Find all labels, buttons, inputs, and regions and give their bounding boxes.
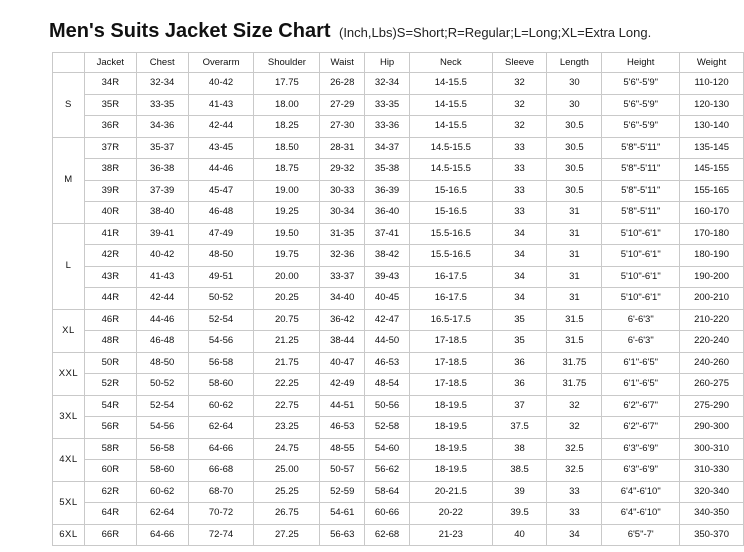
cell-hip: 37-41	[365, 223, 410, 245]
cell-jacket: 44R	[84, 288, 136, 310]
cell-chest: 62-64	[136, 503, 188, 525]
cell-weight: 145-155	[680, 159, 744, 181]
cell-weight: 340-350	[680, 503, 744, 525]
cell-length: 31	[547, 245, 602, 267]
cell-sleeve: 35	[492, 309, 547, 331]
cell-neck: 14-15.5	[410, 116, 493, 138]
cell-neck: 16-17.5	[410, 266, 493, 288]
cell-sleeve: 33	[492, 202, 547, 224]
cell-hip: 52-58	[365, 417, 410, 439]
cell-overarm: 49-51	[188, 266, 254, 288]
cell-chest: 48-50	[136, 352, 188, 374]
cell-height: 5'10"-6'1"	[602, 288, 680, 310]
cell-overarm: 56-58	[188, 352, 254, 374]
cell-shoulder: 22.75	[254, 395, 320, 417]
cell-waist: 52-59	[320, 481, 365, 503]
cell-shoulder: 20.75	[254, 309, 320, 331]
cell-hip: 33-35	[365, 94, 410, 116]
cell-jacket: 64R	[84, 503, 136, 525]
cell-waist: 40-47	[320, 352, 365, 374]
cell-shoulder: 27.25	[254, 524, 320, 546]
cell-length: 31.5	[547, 309, 602, 331]
cell-weight: 190-200	[680, 266, 744, 288]
cell-hip: 48-54	[365, 374, 410, 396]
cell-chest: 64-66	[136, 524, 188, 546]
size-group-label: 5XL	[53, 481, 85, 524]
cell-length: 31	[547, 288, 602, 310]
cell-hip: 36-40	[365, 202, 410, 224]
cell-neck: 18-19.5	[410, 417, 493, 439]
cell-jacket: 52R	[84, 374, 136, 396]
table-row	[53, 481, 744, 503]
cell-neck: 15.5-16.5	[410, 245, 493, 267]
cell-chest: 58-60	[136, 460, 188, 482]
cell-weight: 110-120	[680, 73, 744, 95]
column-header-neck: Neck	[410, 53, 493, 73]
header-corner	[53, 53, 85, 73]
cell-shoulder: 19.00	[254, 180, 320, 202]
cell-waist: 26-28	[320, 73, 365, 95]
column-header-length: Length	[547, 53, 602, 73]
cell-waist: 34-40	[320, 288, 365, 310]
cell-length: 33	[547, 481, 602, 503]
cell-waist: 28-31	[320, 137, 365, 159]
cell-sleeve: 32	[492, 94, 547, 116]
cell-hip: 50-56	[365, 395, 410, 417]
cell-weight: 260-275	[680, 374, 744, 396]
cell-chest: 36-38	[136, 159, 188, 181]
cell-neck: 16-17.5	[410, 288, 493, 310]
cell-hip: 58-64	[365, 481, 410, 503]
cell-waist: 42-49	[320, 374, 365, 396]
cell-height: 5'10"-6'1"	[602, 245, 680, 267]
cell-hip: 46-53	[365, 352, 410, 374]
cell-weight: 210-220	[680, 309, 744, 331]
cell-overarm: 70-72	[188, 503, 254, 525]
cell-sleeve: 34	[492, 223, 547, 245]
cell-waist: 31-35	[320, 223, 365, 245]
cell-waist: 44-51	[320, 395, 365, 417]
table-row	[53, 524, 744, 546]
cell-overarm: 64-66	[188, 438, 254, 460]
cell-overarm: 58-60	[188, 374, 254, 396]
header-row	[53, 53, 744, 73]
cell-chest: 37-39	[136, 180, 188, 202]
cell-height: 5'8"-5'11"	[602, 137, 680, 159]
cell-neck: 14.5-15.5	[410, 137, 493, 159]
cell-hip: 33-36	[365, 116, 410, 138]
cell-sleeve: 37	[492, 395, 547, 417]
cell-weight: 155-165	[680, 180, 744, 202]
cell-chest: 33-35	[136, 94, 188, 116]
cell-neck: 20-21.5	[410, 481, 493, 503]
cell-waist: 38-44	[320, 331, 365, 353]
cell-weight: 130-140	[680, 116, 744, 138]
cell-weight: 310-330	[680, 460, 744, 482]
cell-jacket: 41R	[84, 223, 136, 245]
cell-sleeve: 33	[492, 137, 547, 159]
table-row	[53, 288, 744, 310]
cell-neck: 18-19.5	[410, 438, 493, 460]
cell-jacket: 34R	[84, 73, 136, 95]
table-row	[53, 417, 744, 439]
cell-overarm: 47-49	[188, 223, 254, 245]
cell-chest: 34-36	[136, 116, 188, 138]
cell-shoulder: 19.25	[254, 202, 320, 224]
size-group-label: 6XL	[53, 524, 85, 546]
cell-shoulder: 18.75	[254, 159, 320, 181]
cell-length: 31	[547, 202, 602, 224]
cell-height: 5'6"-5'9"	[602, 116, 680, 138]
cell-shoulder: 19.50	[254, 223, 320, 245]
cell-chest: 32-34	[136, 73, 188, 95]
cell-chest: 46-48	[136, 331, 188, 353]
size-group-label: M	[53, 137, 85, 223]
column-header-hip: Hip	[365, 53, 410, 73]
cell-chest: 40-42	[136, 245, 188, 267]
cell-sleeve: 32	[492, 116, 547, 138]
table-row	[53, 223, 744, 245]
size-group-label: XL	[53, 309, 85, 352]
cell-length: 32.5	[547, 460, 602, 482]
column-header-weight: Weight	[680, 53, 744, 73]
cell-chest: 60-62	[136, 481, 188, 503]
cell-hip: 34-37	[365, 137, 410, 159]
cell-overarm: 52-54	[188, 309, 254, 331]
cell-sleeve: 40	[492, 524, 547, 546]
cell-height: 6'3"-6'9"	[602, 460, 680, 482]
cell-length: 30	[547, 94, 602, 116]
cell-jacket: 50R	[84, 352, 136, 374]
cell-shoulder: 21.25	[254, 331, 320, 353]
cell-weight: 160-170	[680, 202, 744, 224]
cell-jacket: 39R	[84, 180, 136, 202]
cell-weight: 120-130	[680, 94, 744, 116]
cell-height: 6'-6'3"	[602, 309, 680, 331]
cell-neck: 21-23	[410, 524, 493, 546]
cell-height: 6'2"-6'7"	[602, 395, 680, 417]
cell-height: 5'8"-5'11"	[602, 159, 680, 181]
table-body	[53, 73, 744, 546]
cell-waist: 29-32	[320, 159, 365, 181]
table-row	[53, 438, 744, 460]
cell-chest: 44-46	[136, 309, 188, 331]
column-header-overarm: Overarm	[188, 53, 254, 73]
cell-shoulder: 24.75	[254, 438, 320, 460]
size-group-label: S	[53, 73, 85, 138]
table-row	[53, 94, 744, 116]
cell-jacket: 60R	[84, 460, 136, 482]
cell-sleeve: 38	[492, 438, 547, 460]
column-header-chest: Chest	[136, 53, 188, 73]
cell-waist: 54-61	[320, 503, 365, 525]
cell-waist: 27-30	[320, 116, 365, 138]
cell-sleeve: 32	[492, 73, 547, 95]
cell-jacket: 48R	[84, 331, 136, 353]
cell-weight: 275-290	[680, 395, 744, 417]
size-table	[52, 52, 744, 546]
cell-hip: 54-60	[365, 438, 410, 460]
cell-waist: 30-34	[320, 202, 365, 224]
cell-jacket: 46R	[84, 309, 136, 331]
column-header-jacket: Jacket	[84, 53, 136, 73]
cell-waist: 27-29	[320, 94, 365, 116]
cell-height: 5'8"-5'11"	[602, 180, 680, 202]
cell-sleeve: 37.5	[492, 417, 547, 439]
cell-shoulder: 25.25	[254, 481, 320, 503]
cell-weight: 290-300	[680, 417, 744, 439]
cell-length: 33	[547, 503, 602, 525]
cell-length: 31.5	[547, 331, 602, 353]
table-row	[53, 395, 744, 417]
cell-chest: 42-44	[136, 288, 188, 310]
cell-overarm: 42-44	[188, 116, 254, 138]
cell-shoulder: 22.25	[254, 374, 320, 396]
cell-overarm: 50-52	[188, 288, 254, 310]
cell-height: 5'6"-5'9"	[602, 94, 680, 116]
cell-height: 6'5"-7'	[602, 524, 680, 546]
cell-shoulder: 20.25	[254, 288, 320, 310]
cell-overarm: 62-64	[188, 417, 254, 439]
cell-height: 6'1"-6'5"	[602, 352, 680, 374]
cell-height: 5'10"-6'1"	[602, 223, 680, 245]
cell-sleeve: 35	[492, 331, 547, 353]
cell-length: 31.75	[547, 352, 602, 374]
table-row	[53, 116, 744, 138]
cell-neck: 15-16.5	[410, 202, 493, 224]
table-row	[53, 331, 744, 353]
cell-neck: 14-15.5	[410, 94, 493, 116]
cell-weight: 240-260	[680, 352, 744, 374]
cell-jacket: 43R	[84, 266, 136, 288]
cell-jacket: 54R	[84, 395, 136, 417]
cell-height: 6'4"-6'10"	[602, 503, 680, 525]
cell-jacket: 56R	[84, 417, 136, 439]
cell-neck: 16.5-17.5	[410, 309, 493, 331]
cell-height: 6'3"-6'9"	[602, 438, 680, 460]
cell-weight: 320-340	[680, 481, 744, 503]
cell-overarm: 54-56	[188, 331, 254, 353]
cell-overarm: 40-42	[188, 73, 254, 95]
cell-overarm: 72-74	[188, 524, 254, 546]
cell-shoulder: 21.75	[254, 352, 320, 374]
cell-height: 6'-6'3"	[602, 331, 680, 353]
cell-chest: 35-37	[136, 137, 188, 159]
cell-hip: 40-45	[365, 288, 410, 310]
cell-jacket: 62R	[84, 481, 136, 503]
table-row	[53, 460, 744, 482]
cell-length: 34	[547, 524, 602, 546]
cell-shoulder: 18.25	[254, 116, 320, 138]
cell-waist: 36-42	[320, 309, 365, 331]
cell-overarm: 46-48	[188, 202, 254, 224]
cell-jacket: 40R	[84, 202, 136, 224]
cell-length: 30.5	[547, 116, 602, 138]
cell-sleeve: 39	[492, 481, 547, 503]
cell-length: 31	[547, 223, 602, 245]
cell-shoulder: 17.75	[254, 73, 320, 95]
cell-sleeve: 38.5	[492, 460, 547, 482]
cell-chest: 38-40	[136, 202, 188, 224]
cell-weight: 220-240	[680, 331, 744, 353]
cell-length: 32	[547, 417, 602, 439]
cell-neck: 20-22	[410, 503, 493, 525]
cell-chest: 50-52	[136, 374, 188, 396]
cell-waist: 32-36	[320, 245, 365, 267]
column-header-height: Height	[602, 53, 680, 73]
cell-neck: 18-19.5	[410, 395, 493, 417]
cell-chest: 39-41	[136, 223, 188, 245]
table-row	[53, 245, 744, 267]
cell-weight: 300-310	[680, 438, 744, 460]
size-group-label: 4XL	[53, 438, 85, 481]
cell-sleeve: 34	[492, 266, 547, 288]
cell-height: 6'4"-6'10"	[602, 481, 680, 503]
cell-chest: 41-43	[136, 266, 188, 288]
cell-length: 30.5	[547, 159, 602, 181]
cell-chest: 52-54	[136, 395, 188, 417]
cell-height: 5'6"-5'9"	[602, 73, 680, 95]
table-row	[53, 180, 744, 202]
cell-overarm: 43-45	[188, 137, 254, 159]
cell-sleeve: 39.5	[492, 503, 547, 525]
table-row	[53, 309, 744, 331]
table-row	[53, 352, 744, 374]
cell-jacket: 42R	[84, 245, 136, 267]
cell-waist: 33-37	[320, 266, 365, 288]
cell-length: 32.5	[547, 438, 602, 460]
cell-height: 6'1"-6'5"	[602, 374, 680, 396]
table-row	[53, 202, 744, 224]
cell-neck: 14-15.5	[410, 73, 493, 95]
cell-jacket: 37R	[84, 137, 136, 159]
size-group-label: L	[53, 223, 85, 309]
table-row	[53, 503, 744, 525]
cell-sleeve: 36	[492, 374, 547, 396]
cell-shoulder: 20.00	[254, 266, 320, 288]
cell-waist: 46-53	[320, 417, 365, 439]
column-header-waist: Waist	[320, 53, 365, 73]
cell-waist: 50-57	[320, 460, 365, 482]
cell-length: 30	[547, 73, 602, 95]
cell-weight: 350-370	[680, 524, 744, 546]
cell-length: 31.75	[547, 374, 602, 396]
cell-hip: 62-68	[365, 524, 410, 546]
table-row	[53, 266, 744, 288]
cell-overarm: 60-62	[188, 395, 254, 417]
cell-hip: 56-62	[365, 460, 410, 482]
cell-neck: 18-19.5	[410, 460, 493, 482]
cell-hip: 60-66	[365, 503, 410, 525]
cell-sleeve: 34	[492, 288, 547, 310]
column-header-sleeve: Sleeve	[492, 53, 547, 73]
cell-shoulder: 23.25	[254, 417, 320, 439]
cell-length: 32	[547, 395, 602, 417]
cell-overarm: 66-68	[188, 460, 254, 482]
table-row	[53, 73, 744, 95]
cell-weight: 200-210	[680, 288, 744, 310]
cell-waist: 30-33	[320, 180, 365, 202]
size-group-label: 3XL	[53, 395, 85, 438]
cell-length: 30.5	[547, 180, 602, 202]
chart-header	[49, 20, 651, 43]
cell-jacket: 35R	[84, 94, 136, 116]
cell-shoulder: 25.00	[254, 460, 320, 482]
cell-sleeve: 36	[492, 352, 547, 374]
cell-shoulder: 18.00	[254, 94, 320, 116]
cell-hip: 44-50	[365, 331, 410, 353]
cell-overarm: 41-43	[188, 94, 254, 116]
cell-hip: 39-43	[365, 266, 410, 288]
cell-sleeve: 34	[492, 245, 547, 267]
cell-overarm: 48-50	[188, 245, 254, 267]
cell-waist: 48-55	[320, 438, 365, 460]
cell-shoulder: 18.50	[254, 137, 320, 159]
cell-overarm: 45-47	[188, 180, 254, 202]
cell-height: 6'2"-6'7"	[602, 417, 680, 439]
cell-neck: 14.5-15.5	[410, 159, 493, 181]
cell-hip: 32-34	[365, 73, 410, 95]
cell-jacket: 38R	[84, 159, 136, 181]
cell-jacket: 58R	[84, 438, 136, 460]
cell-waist: 56-63	[320, 524, 365, 546]
column-header-shoulder: Shoulder	[254, 53, 320, 73]
cell-shoulder: 19.75	[254, 245, 320, 267]
cell-weight: 135-145	[680, 137, 744, 159]
cell-sleeve: 33	[492, 159, 547, 181]
cell-weight: 180-190	[680, 245, 744, 267]
cell-neck: 17-18.5	[410, 352, 493, 374]
cell-neck: 17-18.5	[410, 331, 493, 353]
table-row	[53, 137, 744, 159]
page-subtitle: (Inch,Lbs)S=Short;R=Regular;L=Long;XL=Extra Long.	[338, 25, 652, 40]
cell-hip: 36-39	[365, 180, 410, 202]
cell-length: 31	[547, 266, 602, 288]
cell-height: 5'8"-5'11"	[602, 202, 680, 224]
table-row	[53, 159, 744, 181]
cell-sleeve: 33	[492, 180, 547, 202]
table-row	[53, 374, 744, 396]
cell-length: 30.5	[547, 137, 602, 159]
page-title: Men's Suits Jacket Size Chart	[49, 20, 331, 42]
cell-neck: 15.5-16.5	[410, 223, 493, 245]
cell-hip: 35-38	[365, 159, 410, 181]
cell-jacket: 66R	[84, 524, 136, 546]
cell-height: 5'10"-6'1"	[602, 266, 680, 288]
cell-chest: 56-58	[136, 438, 188, 460]
cell-weight: 170-180	[680, 223, 744, 245]
size-group-label: XXL	[53, 352, 85, 395]
cell-shoulder: 26.75	[254, 503, 320, 525]
cell-jacket: 36R	[84, 116, 136, 138]
cell-overarm: 68-70	[188, 481, 254, 503]
cell-chest: 54-56	[136, 417, 188, 439]
cell-overarm: 44-46	[188, 159, 254, 181]
cell-neck: 15-16.5	[410, 180, 493, 202]
cell-hip: 42-47	[365, 309, 410, 331]
cell-hip: 38-42	[365, 245, 410, 267]
cell-neck: 17-18.5	[410, 374, 493, 396]
